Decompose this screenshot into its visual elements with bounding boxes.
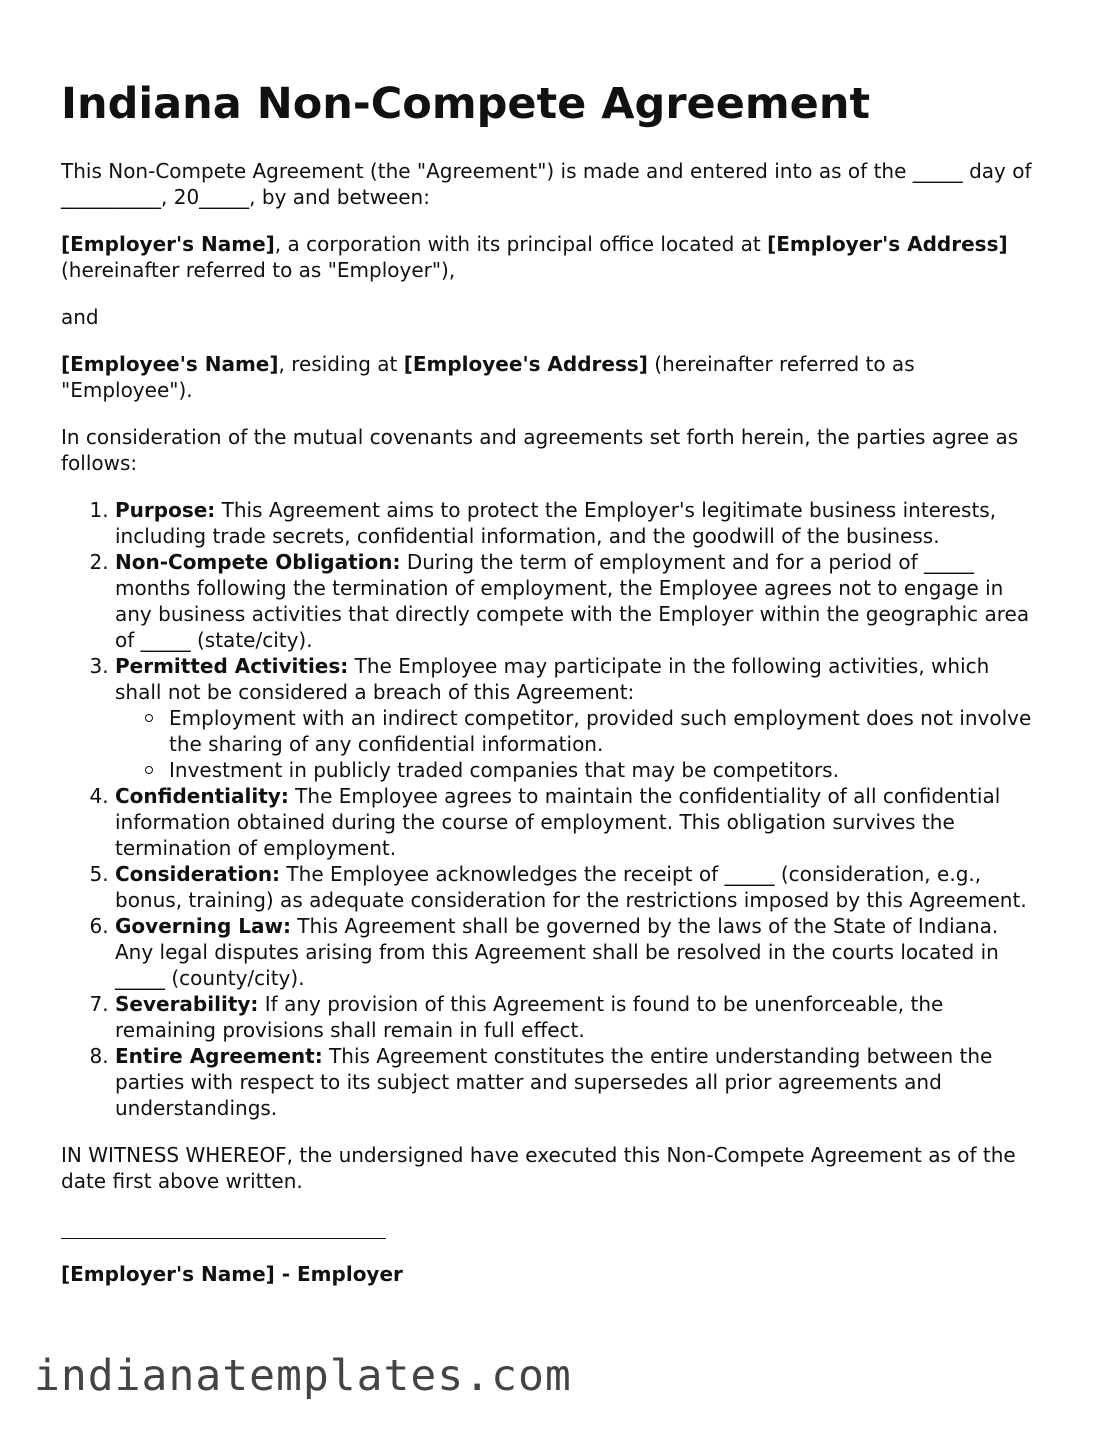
clause-heading: Consideration: (115, 862, 281, 886)
employer-address: [Employer's Address] (767, 232, 1008, 256)
employee-paragraph (61, 351, 1041, 403)
employee-name: [Employee's Name] (61, 352, 279, 376)
clause-consideration (115, 861, 1041, 913)
clause-confidentiality (115, 783, 1041, 861)
clause-heading: Permitted Activities: (115, 654, 349, 678)
clause-purpose (115, 497, 1041, 549)
clause-text: The Employee acknowledges the receipt of _____ (consideration, e.g., bonus, training) as adequate consideration for the restrictions imposed by this Agreement. (115, 862, 1027, 912)
document-title: Indiana Non-Compete Agreement (61, 79, 871, 129)
clause-heading: Governing Law: (115, 914, 291, 938)
clause-heading: Purpose: (115, 498, 216, 522)
clause-entire-agreement (115, 1043, 1041, 1121)
clause-heading: Non-Compete Obligation: (115, 550, 401, 574)
clause-text: If any provision of this Agreement is found to be unenforceable, the remaining provisions shall remain in full effect. (115, 992, 944, 1042)
intro-paragraph: This Non-Compete Agreement (the "Agreement") is made and entered into as of the _____ day of __________, 20_____, by and between: (61, 159, 1032, 209)
employee-address: [Employee's Address] (403, 352, 648, 376)
circle-bullet-icon (145, 714, 153, 722)
clause-text: This Agreement constitutes the entire understanding between the parties with respect to its subject matter and supersedes all prior agreements and understandings. (115, 1044, 993, 1120)
employee-text-1: , residing at (278, 352, 404, 376)
clause-heading: Severability: (115, 992, 259, 1016)
clause-governing-law (115, 913, 1041, 991)
circle-bullet-icon (145, 766, 153, 774)
clause-text: This Agreement aims to protect the Employer's legitimate business interests, including trade secrets, confidential information, and the goodwill of the business. (115, 498, 997, 548)
clause-text: The Employee may participate in the following activities, which shall not be considered a breach of this Agreement: (115, 654, 990, 704)
clause-heading: Entire Agreement: (115, 1044, 323, 1068)
permitted-activities-list (115, 705, 1041, 783)
clause-non-compete (115, 549, 1041, 653)
consideration-intro: In consideration of the mutual covenants and agreements set forth herein, the parties agree as follows: (61, 425, 1019, 475)
clause-text: This Agreement shall be governed by the laws of the State of Indiana. Any legal disputes arising from this Agreement shall be resolved in the courts located in _____ (county/city). (115, 914, 999, 990)
clause-text: During the term of employment and for a period of _____ months following the termination of employment, the Employee agrees not to engage in any business activities that directly compete with the Employer within the geographic area of _____ (state/city). (115, 550, 1030, 652)
watermark: indianatemplates.com (34, 1351, 572, 1401)
clause-text: The Employee agrees to maintain the confidentiality of all confidential information obtained during the course of employment. This obligation survives the termination of employment. (115, 784, 1001, 860)
clauses-list (61, 497, 1041, 1121)
document-page (61, 78, 1041, 1287)
and-paragraph: and (61, 305, 99, 329)
clause-heading: Confidentiality: (115, 784, 289, 808)
employer-text-2: (hereinafter referred to as "Employer"), (61, 258, 456, 282)
employer-paragraph (61, 231, 1041, 283)
list-item: Employment with an indirect competitor, provided such employment does not involve the sharing of any confidential information. (169, 705, 1041, 757)
witness-paragraph: IN WITNESS WHEREOF, the undersigned have executed this Non-Compete Agreement as of the date first above written. (61, 1143, 1016, 1193)
employer-text-1: , a corporation with its principal office located at (274, 232, 768, 256)
clause-severability (115, 991, 1041, 1043)
list-item: Investment in publicly traded companies that may be competitors. (169, 757, 1041, 783)
signature-line (61, 1238, 386, 1239)
employer-name: [Employer's Name] (61, 232, 275, 256)
employee-text-2: (hereinafter referred to as "Employee"). (61, 352, 915, 402)
signature-label: [Employer's Name] - Employer (61, 1262, 403, 1286)
clause-permitted-activities (115, 653, 1041, 783)
